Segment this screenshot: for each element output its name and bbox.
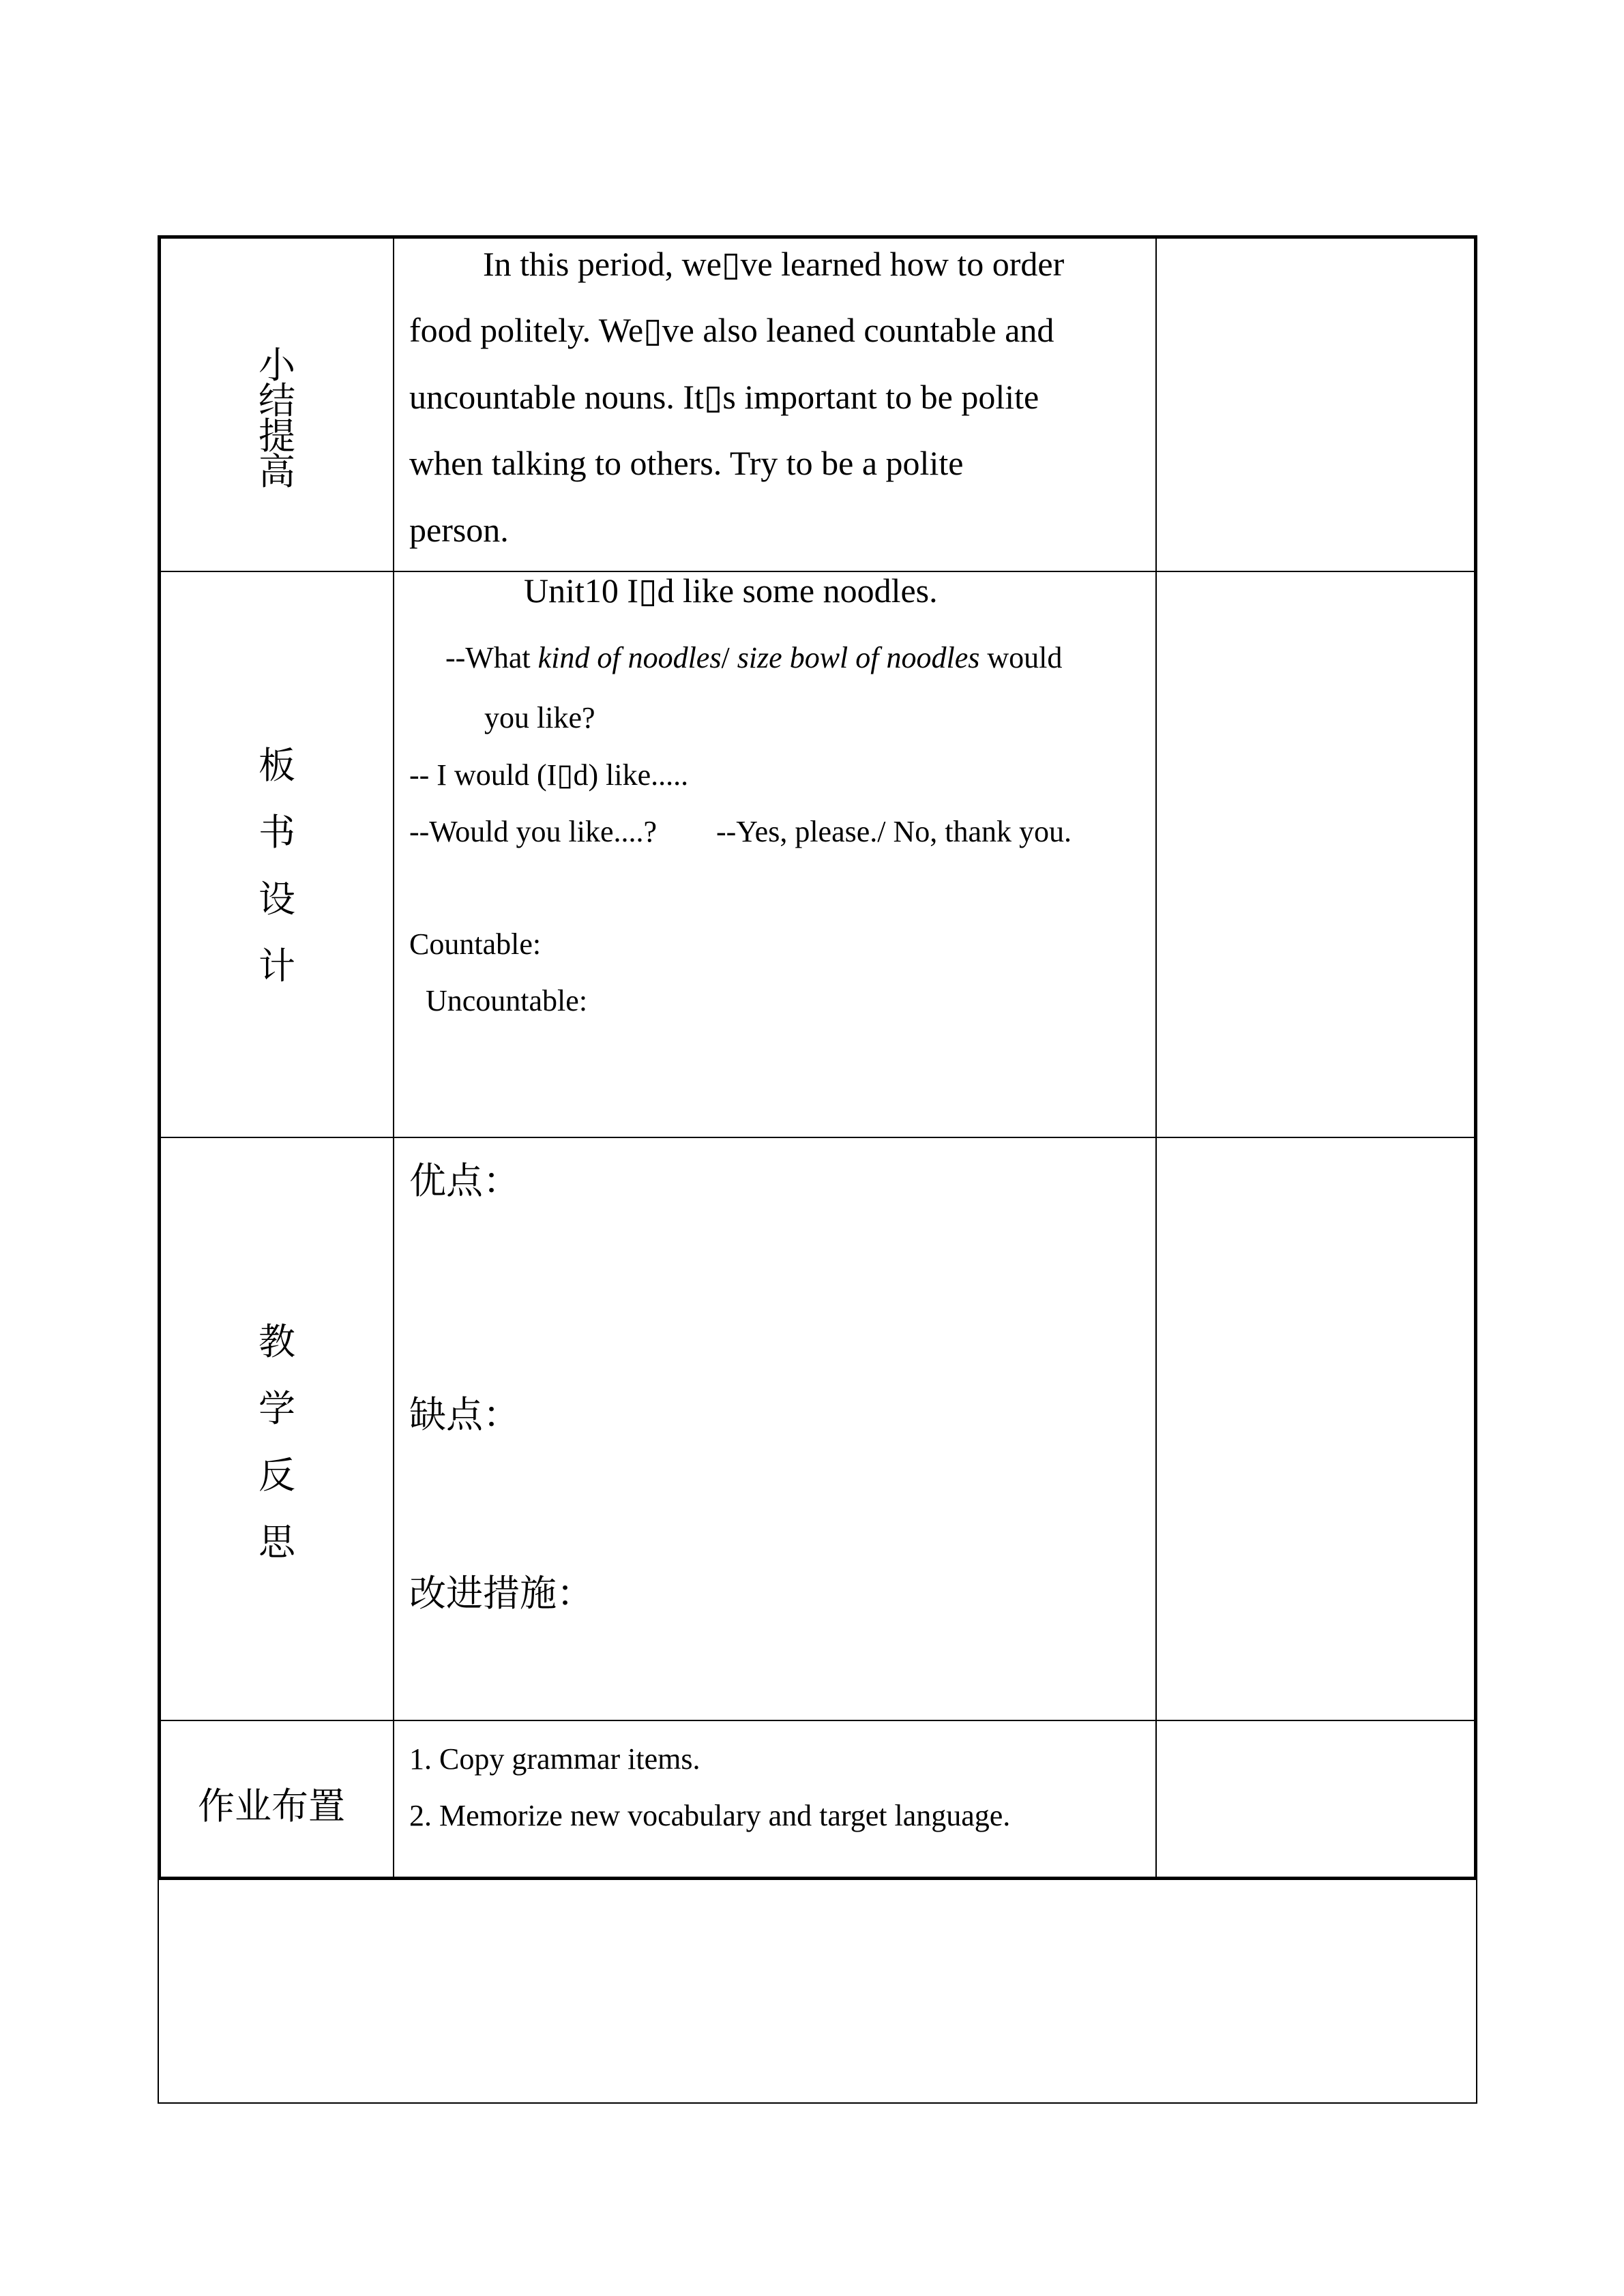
board-would: --Would you like....? (409, 815, 658, 848)
summary-line: food politely. We▯ve also leaned countable and (409, 311, 1054, 349)
board-question: --What kind of noodles/ size bowl of noodles would (445, 641, 1063, 674)
summary-line: person. (409, 511, 509, 549)
homework-content-cell (394, 1721, 1157, 1877)
summary-line: uncountable nouns. It▯s important to be polite (409, 378, 1039, 416)
reflection-notes-cell (1157, 1138, 1474, 1720)
homework-label-cell (161, 1721, 394, 1877)
board-notes-cell (1157, 572, 1474, 1137)
board-uncountable: Uncountable: (426, 984, 588, 1017)
homework-label: 作业布置 (198, 1785, 345, 1828)
board-title: Unit10 I▯d like some noodles. (524, 571, 938, 610)
board-countable: Countable: (409, 927, 542, 961)
reflection-label: 教 学 反 思 (259, 1320, 295, 1564)
summary-line: In this period, we▯ve learned how to order (483, 245, 1065, 283)
board-label: 板 书 设 计 (259, 744, 295, 987)
summary-notes-cell (1157, 239, 1474, 571)
homework-row (161, 1721, 1474, 1877)
lesson-plan-table (158, 235, 1477, 1880)
reflection-label-cell (161, 1138, 394, 1720)
summary-label: 小 结 提 高 (259, 344, 295, 493)
reflection-row (161, 1138, 1474, 1720)
reflection-cons: 缺点： (409, 1393, 520, 1436)
blank-box (158, 1877, 1477, 2104)
summary-row (161, 239, 1474, 571)
reflection-pros: 优点： (409, 1159, 520, 1202)
reflection-improve: 改进措施： (409, 1572, 593, 1615)
homework-item: 2. Memorize new vocabulary and target language. (409, 1799, 1011, 1832)
summary-line: when talking to others. Try to be a polite (409, 444, 964, 482)
reflection-content-cell (394, 1138, 1157, 1720)
board-reply: --Yes, please./ No, thank you. (716, 815, 1072, 848)
board-answer: -- I would (I▯d) like..... (409, 758, 689, 792)
summary-label-cell (161, 239, 394, 571)
homework-notes-cell (1157, 1721, 1474, 1877)
board-question-line2: you like? (484, 701, 595, 734)
board-content-cell (394, 572, 1157, 1137)
summary-content-cell (394, 239, 1157, 571)
board-label-cell (161, 572, 394, 1137)
board-design-row (161, 572, 1474, 1137)
homework-item: 1. Copy grammar items. (409, 1742, 700, 1776)
